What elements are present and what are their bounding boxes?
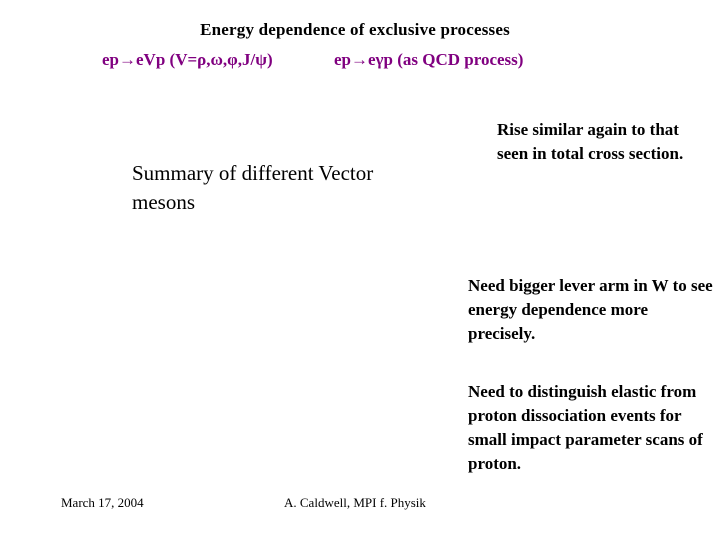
footer-date: March 17, 2004 (61, 495, 144, 510)
footer-author: A. Caldwell, MPI f. Physik (284, 495, 426, 510)
note-rise: Rise similar again to that seen in total cross section. (497, 120, 684, 163)
note-lever-arm: Need bigger lever arm in W to see energy dependence more precisely. (468, 276, 713, 343)
summary-text: Summary of different Vector mesons (132, 161, 374, 214)
process-dvcs: ep→eγp (as QCD process) (334, 50, 524, 69)
note-dissociation: Need to distinguish elastic from proton dissociation events for small impact parameter scans of proton. (468, 382, 703, 473)
process-vector-meson: ep→eVp (V=ρ,ω,φ,J/ψ) (102, 50, 273, 69)
slide-title: Energy dependence of exclusive processes (200, 20, 510, 39)
